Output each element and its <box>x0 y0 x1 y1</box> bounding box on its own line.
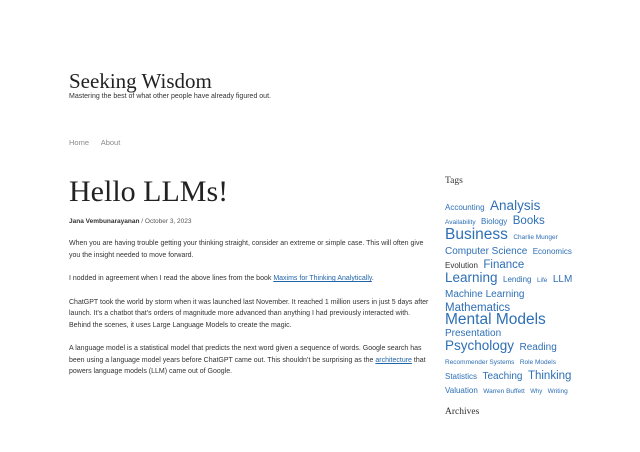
tag-link[interactable]: Computer Science <box>445 246 528 257</box>
tag-link[interactable]: LLM <box>552 274 573 285</box>
site-title[interactable]: Seeking Wisdom <box>69 69 212 93</box>
tag-link[interactable]: Evolution <box>445 261 478 270</box>
nav-home[interactable]: Home <box>69 138 90 147</box>
post-date[interactable]: October 3, 2023 <box>144 218 192 225</box>
tag-link[interactable]: Finance <box>483 259 525 271</box>
post-paragraph-2: I nodded in agreement when I read the above lines from the book Maxims for Thinking Analytically. <box>69 275 374 282</box>
tag-link[interactable]: Biology <box>481 217 508 226</box>
tag-link[interactable]: Psychology <box>445 338 515 353</box>
tag-link[interactable]: Life <box>536 277 548 284</box>
post-title[interactable]: Hello LLMs! <box>69 175 229 208</box>
tag-link[interactable]: Recommender Systems <box>445 359 515 366</box>
tag-link[interactable]: Mental Models <box>445 311 546 328</box>
tag-link[interactable]: Lending <box>503 275 532 284</box>
post-paragraph-4: A language model is a statistical model that predicts the next word given a sequence of words. Google search has been using a language model years before ChatGPT came out. This shouldn’t be surprising as the architecture that powers language models (LLM) came out of Google. <box>69 345 426 375</box>
post-author[interactable]: Jana Vembunarayanan <box>69 218 140 225</box>
tag-link[interactable]: Presentation <box>445 328 502 339</box>
tag-link[interactable]: Machine Learning <box>445 289 525 300</box>
post-paragraph-1: When you are having trouble getting your thinking straight, consider an extreme or simple case. This will often give you the insight needed to move forward. <box>69 240 424 259</box>
tag-link[interactable]: Warren Buffett <box>483 388 525 395</box>
tag-link[interactable]: Thinking <box>527 370 572 382</box>
archives-widget-title: Archives <box>445 407 480 417</box>
tags-widget-title: Tags <box>445 176 463 186</box>
tag-link[interactable]: Reading <box>519 342 557 353</box>
tag-link[interactable]: Why <box>530 389 543 395</box>
tag-link[interactable]: Learning <box>445 270 498 285</box>
post-body <box>69 238 433 378</box>
architecture-link[interactable]: architecture <box>375 356 412 364</box>
tag-link[interactable]: Statistics <box>445 372 478 381</box>
tag-link[interactable]: Economics <box>532 247 572 256</box>
tag-link[interactable]: Mathematics <box>445 302 511 314</box>
tag-link[interactable]: Charlie Munger <box>513 234 558 241</box>
main-nav <box>69 138 130 147</box>
post-meta <box>69 218 433 225</box>
site-tagline: Mastering the best of what other people have already figured out. <box>69 93 271 100</box>
tag-link[interactable]: Business <box>445 226 508 243</box>
tag-cloud <box>445 200 575 398</box>
tag-link[interactable]: Valuation <box>445 386 478 395</box>
tag-link[interactable]: Writing <box>547 388 568 395</box>
tag-link[interactable]: Accounting <box>445 203 485 212</box>
tag-link[interactable]: Role Models <box>519 359 556 366</box>
book-link[interactable]: Maxims for Thinking Analytically <box>273 275 372 282</box>
post-paragraph-3: ChatGPT took the world by storm when it was launched last November. It reached 1 million users in just 5 days after launch. It’s a chatbot that’s orders of magnitude more advanced than anything I had previously interacted with. Behind the scenes, it uses Large Language Models to create the magic. <box>69 298 429 329</box>
tag-link[interactable]: Availability <box>445 219 476 226</box>
post <box>69 174 433 390</box>
tag-link[interactable]: Teaching <box>482 371 523 382</box>
tag-link[interactable]: Analysis <box>490 198 541 213</box>
nav-about[interactable]: About <box>100 138 121 147</box>
sidebar <box>445 176 575 398</box>
meta-separator: / <box>141 218 145 225</box>
tag-link[interactable]: Books <box>512 215 545 227</box>
